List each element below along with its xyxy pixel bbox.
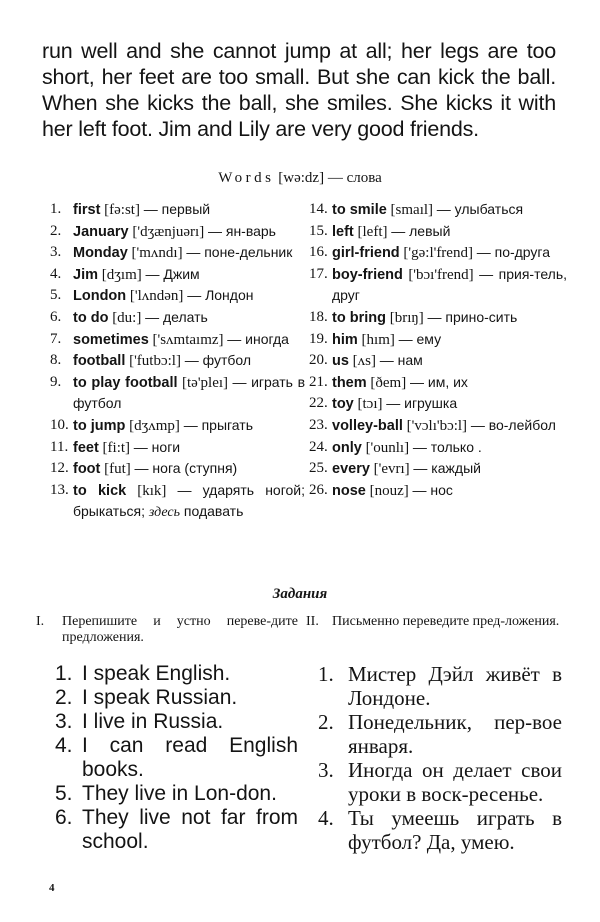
vocabulary-entry [50, 458, 305, 480]
entry-body [332, 221, 567, 243]
translation-text: — прыгать [183, 416, 253, 433]
entry-translation [185, 352, 251, 368]
entry-translation [391, 223, 450, 239]
translation-text: — по-друга [476, 244, 551, 261]
entry-number: 4. [50, 265, 62, 282]
words-heading-rest: [wə:dz] — слова [278, 170, 382, 186]
entry-body [332, 199, 567, 221]
task-1-instruction [36, 614, 298, 646]
entry-word: to do [73, 309, 109, 326]
translation-text: — поне-дельник [186, 244, 293, 261]
translation-text: — Лондон [187, 287, 254, 304]
vocabulary-entry [309, 350, 567, 372]
task-1-text: Перепишите и устно переве-дите предложения. [62, 614, 298, 645]
sentence-number: 2. [55, 686, 73, 709]
translation-text: — делать [145, 308, 208, 325]
entry-translation [477, 244, 550, 260]
entry-number: 17. [309, 265, 328, 282]
entry-transcription: [left] [357, 223, 388, 240]
entry-number: 18. [309, 308, 328, 325]
entry-translation [135, 460, 238, 476]
translation-text: — левый [391, 222, 451, 239]
entry-word: left [332, 223, 354, 240]
entry-number: 3. [50, 244, 62, 261]
entry-number: 6. [50, 308, 62, 325]
entry-translation [145, 266, 199, 282]
sentence-number: 4. [318, 806, 334, 830]
entry-body [332, 415, 567, 437]
entry-word: boy-friend [332, 266, 403, 283]
entry-body [73, 437, 305, 459]
entry-number: 22. [309, 395, 328, 412]
entry-body [73, 264, 305, 286]
entry-transcription: ['evrı] [373, 461, 410, 478]
entry-number: 7. [50, 330, 62, 347]
words-heading [0, 170, 600, 187]
entry-body [332, 458, 567, 480]
entry-translation [144, 201, 210, 217]
entry-transcription: [ðem] [370, 374, 407, 391]
translation-note: здесь [148, 505, 181, 521]
task-1-number: I. [36, 614, 45, 629]
exercise-sentence [55, 662, 298, 686]
translation-text: — прино-сить [427, 308, 518, 325]
entry-translation [186, 244, 292, 260]
translation-text: — нам [379, 352, 423, 369]
exercise-sentence [55, 782, 298, 806]
translation-text: — нога (ступня) [134, 460, 238, 477]
entry-translation [413, 460, 481, 476]
sentence-number: 4. [55, 734, 73, 757]
vocabulary-column-right [309, 199, 567, 501]
translation-end: подавать [183, 503, 244, 520]
task-2-text: Письменно переведите пред-ложения. [332, 614, 560, 629]
sentence-text: I speak English. [82, 662, 231, 685]
entry-word: toy [332, 396, 354, 413]
entry-number: 8. [50, 352, 62, 369]
tasks-heading: Задания [272, 586, 328, 602]
vocabulary-entry [309, 372, 567, 394]
translation-text: — ему [398, 330, 442, 347]
translation-text: — во-лейбол [470, 416, 556, 433]
entry-body [332, 480, 567, 502]
entry-number: 19. [309, 330, 328, 347]
sentence-text: I live in Russia. [82, 710, 224, 733]
vocabulary-entry [50, 221, 305, 243]
entry-word: to jump [73, 417, 126, 434]
entry-translation [227, 331, 289, 347]
entry-transcription: ['vɔlı'bɔ:l] [406, 417, 468, 434]
vocabulary-entry [50, 242, 305, 264]
entry-body [73, 372, 305, 415]
entry-number: 13. [50, 481, 69, 498]
sentence-number: 3. [55, 710, 73, 733]
vocabulary-entry [309, 199, 567, 221]
entry-translation [437, 201, 523, 217]
entry-translation [380, 352, 423, 368]
entry-translation [471, 417, 556, 433]
sentence-text: Ты умеешь играть в футбол? Да, умею. [348, 806, 562, 854]
entry-word: to smile [332, 202, 387, 218]
sentence-text: Мистер Дэйл живёт в Лондоне. [348, 662, 562, 710]
vocabulary-entry [309, 480, 567, 502]
vocabulary-entry [309, 307, 567, 329]
entry-body [73, 458, 305, 480]
translation-text: — нос [412, 481, 453, 498]
entry-body [73, 329, 305, 351]
entry-word: Jim [73, 266, 98, 283]
entry-body [73, 415, 305, 437]
entry-transcription: [hım] [361, 331, 395, 348]
entry-translation [399, 331, 441, 347]
entry-word: January [73, 223, 129, 240]
words-heading-en: Words [218, 170, 275, 186]
entry-number: 21. [309, 373, 328, 390]
task-2-instruction [306, 614, 562, 630]
entry-transcription: [dʒım] [101, 266, 142, 283]
entry-body [73, 285, 305, 307]
entry-transcription: ['futbɔ:l] [129, 353, 181, 370]
exercise-sentence [318, 710, 562, 758]
entry-word: volley-ball [332, 417, 403, 434]
translation-text: — только . [412, 438, 482, 455]
translation-text: — игрушка [386, 395, 458, 412]
vocabulary-entry [309, 458, 567, 480]
entry-translation [410, 374, 468, 390]
entry-translation [413, 439, 482, 455]
entry-word: every [332, 461, 370, 478]
vocabulary-entry [50, 372, 305, 415]
entry-number: 25. [309, 460, 328, 477]
vocabulary-entry [309, 437, 567, 459]
exercise-sentence [55, 734, 298, 782]
entry-body [73, 307, 305, 329]
translation-text: — иногда [227, 330, 289, 347]
entry-number: 20. [309, 352, 328, 369]
entry-word: foot [73, 461, 101, 478]
sentence-number: 6. [55, 806, 73, 829]
entry-number: 5. [50, 287, 62, 304]
entry-body [73, 199, 305, 221]
entry-body [73, 242, 305, 264]
entry-word: first [73, 202, 101, 218]
entry-word: us [332, 353, 349, 370]
entry-translation [187, 287, 253, 303]
entry-transcription: [ʌs] [352, 353, 376, 370]
translation-text: — улыбаться [436, 201, 524, 217]
vocabulary-entry [50, 285, 305, 307]
exercise-sentence [55, 686, 298, 710]
entry-number: 23. [309, 416, 328, 433]
exercise-sentence [318, 806, 562, 854]
translation-text: — футбол [184, 352, 252, 369]
entry-word: only [332, 439, 362, 456]
vocabulary-column-left [50, 199, 305, 524]
translation-text: — ударять ногой; брыкаться; [73, 481, 306, 520]
entry-word: sometimes [73, 331, 149, 348]
entry-body [332, 437, 567, 459]
exercise-sentence [318, 758, 562, 806]
vocabulary-entry [50, 350, 305, 372]
entry-translation [208, 223, 276, 239]
entry-transcription: [tɔı] [357, 396, 383, 413]
sentence-number: 5. [55, 782, 73, 805]
sentence-number: 1. [55, 662, 73, 685]
entry-number: 14. [309, 201, 328, 217]
sentence-text: They live in Lon-don. [82, 782, 277, 805]
entry-word: London [73, 288, 127, 305]
entry-transcription: ['gə:l'frend] [403, 245, 473, 262]
sentence-number: 1. [318, 662, 334, 686]
entry-transcription: [fə:st] [104, 202, 140, 218]
entry-transcription: [nouz] [369, 482, 409, 499]
sentence-number: 2. [318, 710, 334, 734]
translation-text: — играть в футбол [73, 373, 306, 412]
exercise-sentence [55, 710, 298, 734]
entry-transcription: [tə'pleı] [182, 374, 229, 391]
entry-body [332, 264, 567, 307]
vocabulary-entry [309, 264, 567, 307]
entry-transcription: [kık] [137, 482, 167, 499]
entry-body [332, 393, 567, 415]
entry-transcription: ['mʌndı] [131, 245, 183, 262]
sentence-text: I can read English books. [82, 734, 298, 781]
vocabulary-entry [50, 437, 305, 459]
entry-word: girl-friend [332, 245, 400, 262]
vocabulary-entry [50, 199, 305, 221]
sentence-text: Понедельник, пер-вое января. [348, 710, 562, 758]
exercise-sentence [318, 662, 562, 710]
entry-translation [145, 309, 208, 325]
entry-body [73, 350, 305, 372]
entry-word: Monday [73, 245, 128, 262]
vocabulary-entry [50, 480, 305, 524]
entry-number: 11. [50, 438, 69, 455]
exercise-sentence [55, 806, 298, 854]
entry-translation [134, 439, 180, 455]
translation-text: — первый [143, 201, 211, 217]
entry-word: them [332, 374, 367, 391]
entry-translation [428, 309, 518, 325]
task-1-sentences [55, 662, 298, 854]
entry-transcription: [dʒʌmp] [129, 417, 180, 434]
entry-number: 1. [50, 201, 62, 217]
entry-number: 9. [50, 373, 62, 390]
vocabulary-entry [309, 221, 567, 243]
entry-body [332, 372, 567, 394]
entry-body [73, 221, 305, 243]
translation-text: — ноги [133, 438, 181, 455]
entry-word: to play football [73, 374, 178, 391]
entry-number: 12. [50, 460, 69, 477]
task-2-sentences [318, 662, 562, 854]
page-number: 4 [49, 882, 55, 894]
vocabulary-entry [309, 242, 567, 264]
entry-transcription: ['dʒænjuərı] [132, 223, 205, 240]
entry-translation [386, 395, 457, 411]
vocabulary-entry [50, 264, 305, 286]
entry-word: nose [332, 482, 366, 499]
entry-translation [184, 417, 253, 433]
entry-transcription: [fut] [104, 461, 131, 478]
entry-word: to kick [73, 482, 127, 499]
entry-transcription: [fi:t] [102, 439, 131, 456]
entry-body [332, 242, 567, 264]
entry-word: football [73, 353, 126, 370]
sentence-text: They live not far from school. [82, 806, 298, 853]
translation-text: — ян-варь [207, 222, 276, 239]
entry-body [73, 480, 305, 524]
entry-number: 26. [309, 481, 328, 498]
entry-body [332, 350, 567, 372]
entry-number: 15. [309, 222, 328, 239]
entry-word: him [332, 331, 358, 348]
entry-transcription: ['bɔı'frend] [408, 266, 474, 283]
sentence-text: I speak Russian. [82, 686, 238, 709]
sentence-number: 3. [318, 758, 334, 782]
entry-word: to bring [332, 309, 386, 326]
entry-body [332, 307, 567, 329]
entry-number: 16. [309, 244, 328, 261]
vocabulary-entry [50, 415, 305, 437]
translation-text: — Джим [145, 265, 200, 282]
entry-number: 2. [50, 222, 62, 239]
entry-number: 10. [50, 416, 69, 433]
vocabulary-entry [309, 393, 567, 415]
entry-transcription: ['lʌndən] [129, 288, 184, 305]
translation-text: — им, их [409, 373, 468, 390]
vocabulary-entry [309, 329, 567, 351]
entry-translation [413, 482, 453, 498]
entry-body [332, 329, 567, 351]
entry-transcription: [brıŋ] [389, 309, 424, 326]
vocabulary-entry [50, 329, 305, 351]
translation-text: — прия-тель, друг [332, 265, 568, 304]
entry-transcription: ['ounlı] [365, 439, 410, 456]
entry-transcription: [du:] [112, 309, 142, 326]
task-2-number: II. [306, 614, 319, 629]
entry-word: feet [73, 439, 99, 456]
vocabulary-entry [50, 307, 305, 329]
entry-transcription: [smaıl] [390, 202, 434, 218]
vocabulary-entry [309, 415, 567, 437]
entry-transcription: ['sʌmtaımz] [152, 331, 224, 348]
translation-text: — каждый [413, 460, 481, 477]
sentence-text: Иногда он делает свои уроки в воск-ресенье. [348, 758, 562, 806]
story-paragraph: run well and she cannot jump at all; her legs are too short, her feet are too small. But she can kick the ball. When she kicks the ball, she smiles. She kicks it with her left foot. Jim and Lily are very good friends. [42, 39, 556, 141]
entry-number: 24. [309, 438, 328, 455]
